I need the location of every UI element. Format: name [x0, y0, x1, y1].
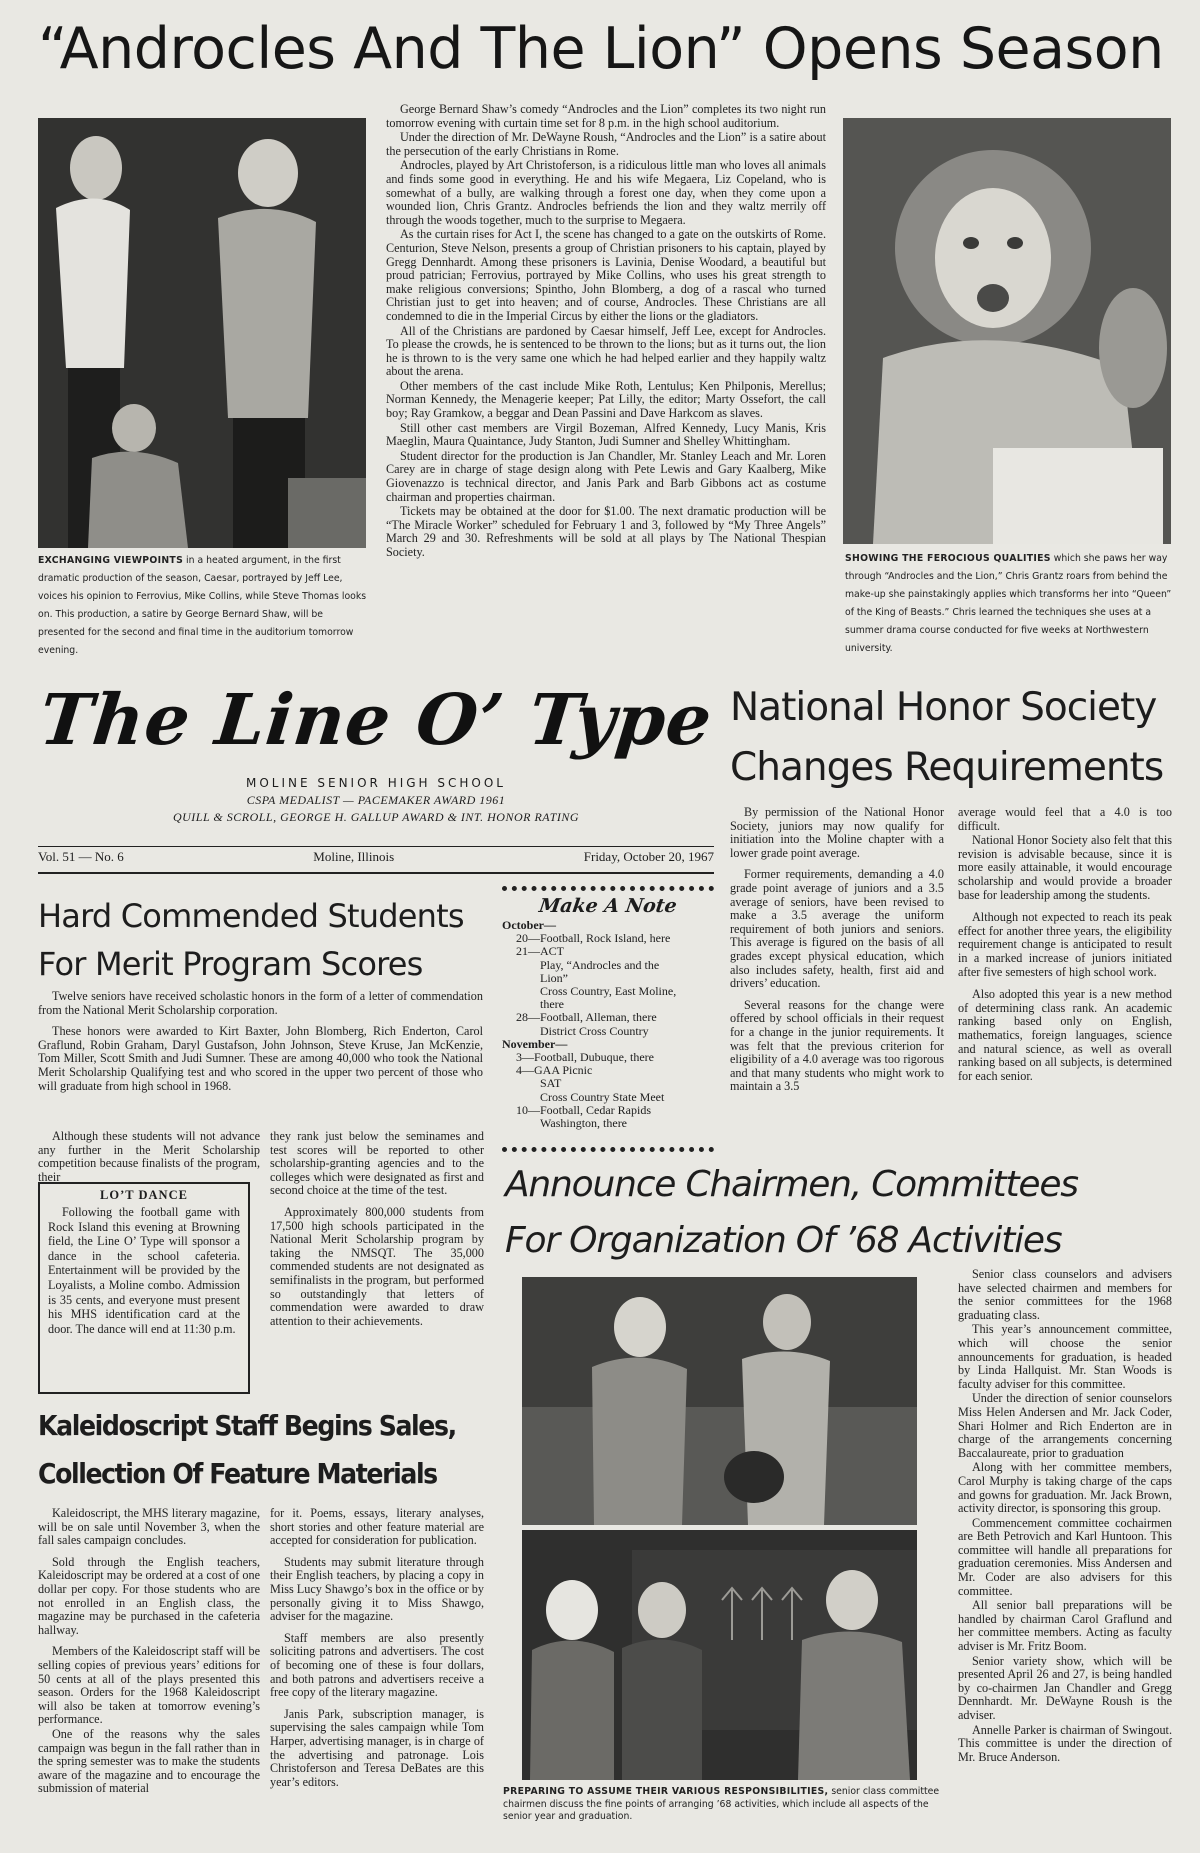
- merit-para: they rank just below the seminames and test scores will be reported to other scholarship-granting agencies and to the colleges which were designated as first and second choice at the time of the test.: [270, 1129, 484, 1198]
- kaleido-para: Janis Park, subscription manager, is supervising the sales campaign while Tom Harper, advertising manager, is in charge of the advertising and patronage. Lois Christoferson and Teresa DeBates are this year’s editors.: [270, 1706, 484, 1789]
- nhs-column-1: [730, 806, 944, 1094]
- volume-number: Vol. 51 — No. 6: [38, 849, 124, 864]
- play-photo-left: [38, 118, 366, 548]
- kaleido-para: Sold through the English teachers, Kaleidoscript may be ordered at a cost of one dollar per copy. For those students who are not enrolled in an English class, the magazine may be purchased in the cafeteria hallway.: [38, 1554, 260, 1637]
- chairmen-para: Senior variety show, which will be presented April 26 and 27, is being handled by co-chairmen Jan Chandler and Gregg Dennhardt. Mr. DeWayne Roush is the adviser.: [958, 1653, 1172, 1722]
- note-entry: 20—Football, Rock Island, here: [516, 931, 671, 946]
- chairmen-para: Senior class counselors and advisers have selected chairmen and members for the senior committees for the 1968 graduating class.: [958, 1267, 1172, 1322]
- merit-column-2: [270, 1130, 484, 1328]
- note-entry: 10—Football, Cedar Rapids: [516, 1102, 651, 1117]
- dance-para: Following the football game with Rock Island this evening at Browning field, the Line O’ Type will sponsor a dance in the school cafeteria. Entertainment will be provided by the Loyalists, a Moline combo. Admission is 35 cents, and everyone must present his MHS identification card at the door. The dance will end at 11:30 p.m.: [48, 1205, 240, 1336]
- actors-illustration: [38, 118, 366, 548]
- right-caption-text: which she paws her way through “Androcles and the Lion,” Chris Grantz roars from behind the make-up she painstakingly applies which transforms her into “Queen” of the King of Beasts.” Chris learned the techniques she uses at a summer drama course conducted for five weeks at Northwestern university.: [845, 553, 1172, 654]
- dance-box: [38, 1182, 250, 1394]
- kaleido-headline-line-1: Kaleidoscript Staff Begins Sales,: [38, 1409, 456, 1442]
- merit-headline-line-1: Hard Commended Students: [38, 897, 464, 935]
- committee-illustration-bottom: [522, 1530, 917, 1780]
- note-entry: SAT: [540, 1076, 562, 1091]
- note-bottom-border: [502, 1147, 714, 1152]
- issue-date: Friday, October 20, 1967: [583, 849, 714, 864]
- nhs-para: average would feel that a 4.0 is too difficult.: [958, 805, 1172, 833]
- kaleido-para: for it. Poems, essays, literary analyses, short stories and other feature material are accepted for consideration for publication.: [270, 1506, 484, 1548]
- lion-illustration: [843, 118, 1171, 544]
- chairmen-para: Under the direction of senior counselors Miss Helen Andersen and Mr. Jack Coder, Shari Holmer and Rich Enderton are in charge of the arrangements concerning Baccalaureate, prior to graduation: [958, 1391, 1172, 1460]
- note-entry: there: [540, 997, 564, 1012]
- masthead-award-2: QUILL & SCROLL, GEORGE H. GALLUP AWARD & INT. HONOR RATING: [172, 810, 580, 824]
- committee-photo-caption: [503, 1786, 948, 1824]
- story-para: As the curtain rises for Act I, the scene has changed to a gate on the outskirts of Rome. Centurion, Steve Nelson, presents a group of Christian prisoners to his captain, played by Gregg Dennhardt. Among these prisoners is Lavinia, Denise Woodard, a beautiful but proud patrician; Ferrovius, portrayed by Mike Collins, who uses his great strength to make religious conversions; Spintho, John Blomberg, a dog of a rascal who turned Christian just to get into heaven; and of course, Androcles. These Christians are all condemned to die in the Imperial Circus by either the lions or the gladiators.: [386, 227, 826, 323]
- nhs-para: Several reasons for the change were offered by school officials in their request for a change in the junior requirements. It was felt that the previous criterion for eligibility of a 4.0 average was too rigorous and that many students who might work to maintain a 3.5: [730, 997, 944, 1094]
- kaleido-para: Members of the Kaleidoscript staff will be selling copies of previous years’ editions for 50 cents at all of the plays presented this season. Orders for the 1968 Kaleidoscript will also be taken at tomorrow evening’s performance.: [38, 1644, 260, 1727]
- nhs-headline-line-1: National Honor Society: [730, 685, 1157, 730]
- nhs-para: National Honor Society also felt that this revision is advisable because, since it is more easily attainable, it would encourage scholarship and would provide a broader base for leadership among the students.: [958, 833, 1172, 902]
- note-entry: 3—Football, Dubuque, there: [516, 1050, 654, 1065]
- committee-photo-top: [522, 1277, 917, 1525]
- committee-caption-lead: PREPARING TO ASSUME THEIR VARIOUS RESPONSIBILITIES,: [503, 1786, 829, 1797]
- chairmen-para: Annelle Parker is chairman of Swingout. This committee is under the direction of Mr. Bruce Anderson.: [958, 1722, 1172, 1764]
- note-entry: District Cross Country: [540, 1023, 649, 1038]
- note-title: Make A Note: [537, 895, 679, 917]
- right-photo-caption: [845, 550, 1175, 658]
- chairmen-para: This year’s announcement committee, which will choose the senior announcements for graduation, is headed by Linda Hallquist. Mr. Stan Woods is faculty adviser for this committee.: [958, 1322, 1172, 1391]
- note-entry: Play, “Androcles and the: [540, 957, 660, 972]
- left-photo-caption: [38, 552, 368, 660]
- note-entry: 4—GAA Picnic: [516, 1063, 593, 1078]
- committee-caption-text: senior class committee chairmen discuss the fine points of arranging ’68 activities, which include all aspects of the senior year and graduation.: [503, 1786, 940, 1822]
- note-entry: Washington, there: [540, 1116, 628, 1131]
- dance-text: [48, 1205, 240, 1336]
- committee-photo-bottom: [522, 1530, 917, 1780]
- left-caption-lead: EXCHANGING VIEWPOINTS: [38, 555, 184, 566]
- nhs-para: Although not expected to reach its peak effect for another three years, the eligibility requirement change is anticipated to result in a marked increase of juniors initiated after five semesters of high school work.: [958, 910, 1172, 979]
- chairmen-para: Along with her committee members, Carol Murphy is taking charge of the caps and gowns for graduation. Mr. Jack Brown, activity director, is sponsoring this group.: [958, 1460, 1172, 1516]
- nhs-headline: [730, 678, 1175, 798]
- masthead-title: The Line O’ Type: [35, 678, 717, 761]
- merit-para: These honors were awarded to Kirt Baxter, John Blomberg, Rich Enderton, Carol Graflund, Robin Graham, Daryl Gustafson, John Johnson, Steve Kruse, Jan McKenzie, Tom Miller, Scott Smith and Judi Sumner. These are among 40,000 who took the National Merit Scholarship Qualifying test and who scored in the upper two percent of those who will graduate from high school in 1968.: [38, 1024, 483, 1093]
- masthead-dateline: [38, 849, 714, 869]
- main-headline: “Androcles And The Lion” Opens Season: [38, 16, 1164, 82]
- kaleido-headline: [38, 1402, 490, 1498]
- note-entry: 28—Football, Alleman, there: [516, 1010, 657, 1025]
- nhs-para: By permission of the National Honor Society, juniors may now qualify for initiation into the Moline chapter with a lower grade point average.: [730, 805, 944, 860]
- kaleido-para: Students may submit literature through their English teachers, by placing a copy in Miss Lucy Shawgo’s box in the office or by personally giving it to Miss Shawgo, adviser for the magazine.: [270, 1554, 484, 1624]
- story-para: Student director for the production is Jan Chandler, Mr. Stanley Leach and Mr. Loren Carey are in charge of stage design along with Pete Lewis and Gary Kaalberg, Mike Giovenazzo is technical director, and Janis Park and Barb Gibbons act as costume chairman and properties chairman.: [386, 448, 826, 504]
- merit-para: Approximately 800,000 students from 17,500 high schools participated in the National Merit Scholarship program by taking the NMSQT. The 35,000 commended students are not designated as semifinalists in the program, but performed so outstandingly that letters of commendation were awarded to draw attention to their achievements.: [270, 1204, 484, 1328]
- nhs-para: Former requirements, demanding a 4.0 grade point average of juniors and a 3.5 average of seniors, have been revised to make a 3.5 average the uniform requirement of both juniors and seniors. This average is figured on the basis of all grades except physical education, which also includes safety, health, first aid and drivers’ education.: [730, 867, 944, 991]
- kaleido-headline-line-2: Collection Of Feature Materials: [38, 1457, 437, 1490]
- kaleido-column-1: [38, 1507, 260, 1796]
- chairmen-headline: [505, 1157, 1177, 1269]
- note-entry: Cross Country, East Moline,: [540, 984, 677, 999]
- right-caption-lead: SHOWING THE FEROCIOUS QUALITIES: [845, 553, 1051, 564]
- note-box: [502, 893, 714, 1130]
- kaleido-para: Kaleidoscript, the MHS literary magazine, will be on sale until November 3, when the fall sales campaign concludes.: [38, 1506, 260, 1548]
- nhs-para: Also adopted this year is a new method of determining class rank. An academic ranking based only on English, mathematics, foreign languages, science and natural science, as well as overall ranking based on all subjects, is determined for each senior.: [958, 987, 1172, 1083]
- merit-headline: [38, 892, 488, 988]
- story-para: All of the Christians are pardoned by Caesar himself, Jeff Lee, except for Androcles. To please the crowds, he is sentenced to be thrown to the lions; but as it turns out, the lion he is thrown to is the very same one which he had helped earlier and they happily waltz about the arena.: [386, 323, 826, 379]
- masthead-award-1: CSPA MEDALIST — PACEMAKER AWARD 1961: [246, 793, 506, 807]
- story-para: Androcles, played by Art Christoferson, is a ridiculous little man who loves all animals and finds some good in everything. He and his wife Megaera, Liz Copeland, who is somewhat of a bully, are walking through a forest one day, when they come upon a wounded lion, Chris Grantz. Androcles befriends the lion and they waltz merrily off through the woods together, much to the surprise to Megaera.: [386, 158, 826, 227]
- story-para: Under the direction of Mr. DeWayne Roush, “Androcles and the Lion” is a satire about the persecution of the early Christians in Rome.: [386, 130, 826, 158]
- chairmen-headline-line-2: For Organization Of ’68 Activities: [505, 1220, 1062, 1261]
- nhs-headline-line-2: Changes Requirements: [730, 745, 1164, 790]
- merit-headline-line-2: For Merit Program Scores: [38, 945, 423, 983]
- kaleido-para: Staff members are also presently soliciting patrons and advertisers. The cost of becoming one of these is four dollars, and both patrons and advertisers receive a free copy of the literary magazine.: [270, 1630, 484, 1700]
- story-para: Still other cast members are Virgil Bozeman, Alfred Kennedy, Lucy Manis, Kris Maeglin, Maura Quaintance, Judy Stanton, Judi Sumner and Shelley Whittingham.: [386, 420, 826, 449]
- committee-illustration-top: [522, 1277, 917, 1525]
- city-name: Moline, Illinois: [313, 849, 395, 864]
- kaleido-para: One of the reasons why the sales campaign was begun in the fall rather than in the spring semester was to make the students aware of the magazine and to encourage the submission of material: [38, 1726, 260, 1796]
- note-month: October—: [502, 918, 556, 932]
- story-para: Tickets may be obtained at the door for $1.00. The next dramatic production will be “The Miracle Worker” scheduled for February 1 and 3, followed by “My Three Angels” March 29 and 30. Refreshments will be sold at all plays by The National Thespian Society.: [386, 504, 826, 559]
- note-entry: Cross Country State Meet: [540, 1089, 665, 1104]
- note-list: [502, 919, 714, 1130]
- chairmen-para: All senior ball preparations will be handled by chairman Carol Graflund and her committee members. Acting as faculty adviser is Mr. Fritz Boom.: [958, 1598, 1172, 1654]
- masthead: [35, 678, 717, 825]
- masthead-rule-top: [38, 846, 714, 847]
- note-month: November—: [502, 1036, 568, 1051]
- note-entry: 21—ACT: [516, 944, 564, 959]
- masthead-rule-bottom: [38, 872, 714, 874]
- androcles-story: [386, 103, 826, 560]
- merit-column-1: [38, 1130, 260, 1184]
- dance-title: LO’T DANCE: [100, 1188, 188, 1202]
- merit-para: Twelve seniors have received scholastic honors in the form of a letter of commendation from the National Merit Scholarship corporation.: [38, 989, 483, 1017]
- nhs-column-2: [958, 806, 1172, 1083]
- lion-photo-right: [843, 118, 1171, 544]
- chairmen-headline-line-1: Announce Chairmen, Committees: [505, 1164, 1078, 1205]
- masthead-school: MOLINE SENIOR HIGH SCHOOL: [245, 776, 506, 790]
- story-para: George Bernard Shaw’s comedy “Androcles and the Lion” completes its two night run tomorrow evening with curtain time set for 8 p.m. in the high school auditorium.: [386, 102, 826, 130]
- chairmen-column: [958, 1268, 1172, 1764]
- kaleido-column-2: [270, 1507, 484, 1789]
- story-para: Other members of the cast include Mike Roth, Lentulus; Ken Philponis, Merellus; Norman Kennedy, the Menagerie keeper; Pat Lilly, the editor; Marty Ossefort, the call boy; Ray Gramkow, a beggar and Dean Passini and Dave Harkcom as slaves.: [386, 378, 826, 421]
- note-entry: Lion”: [540, 970, 568, 985]
- left-caption-text: in a heated argument, in the first dramatic production of the season, Caesar, portrayed by Jeff Lee, voices his opinion to Ferrovius, Mike Collins, while Steve Thomas looks on. This production, a satire by George Bernard Shaw, will be presented for the second and final time in the auditorium tomorrow evening.: [38, 555, 367, 656]
- note-top-border: [502, 886, 714, 891]
- chairmen-para: Commencement committee cochairmen are Beth Petrovich and Karl Huntoon. This committee will handle all preparations for graduation ceremonies. Miss Andersen and Mr. Coder are also advisers for this committee.: [958, 1515, 1172, 1598]
- merit-para: Although these students will not advance any further in the Merit Scholarship competition because finalists of the program, their: [38, 1129, 260, 1184]
- merit-lead: [38, 990, 483, 1093]
